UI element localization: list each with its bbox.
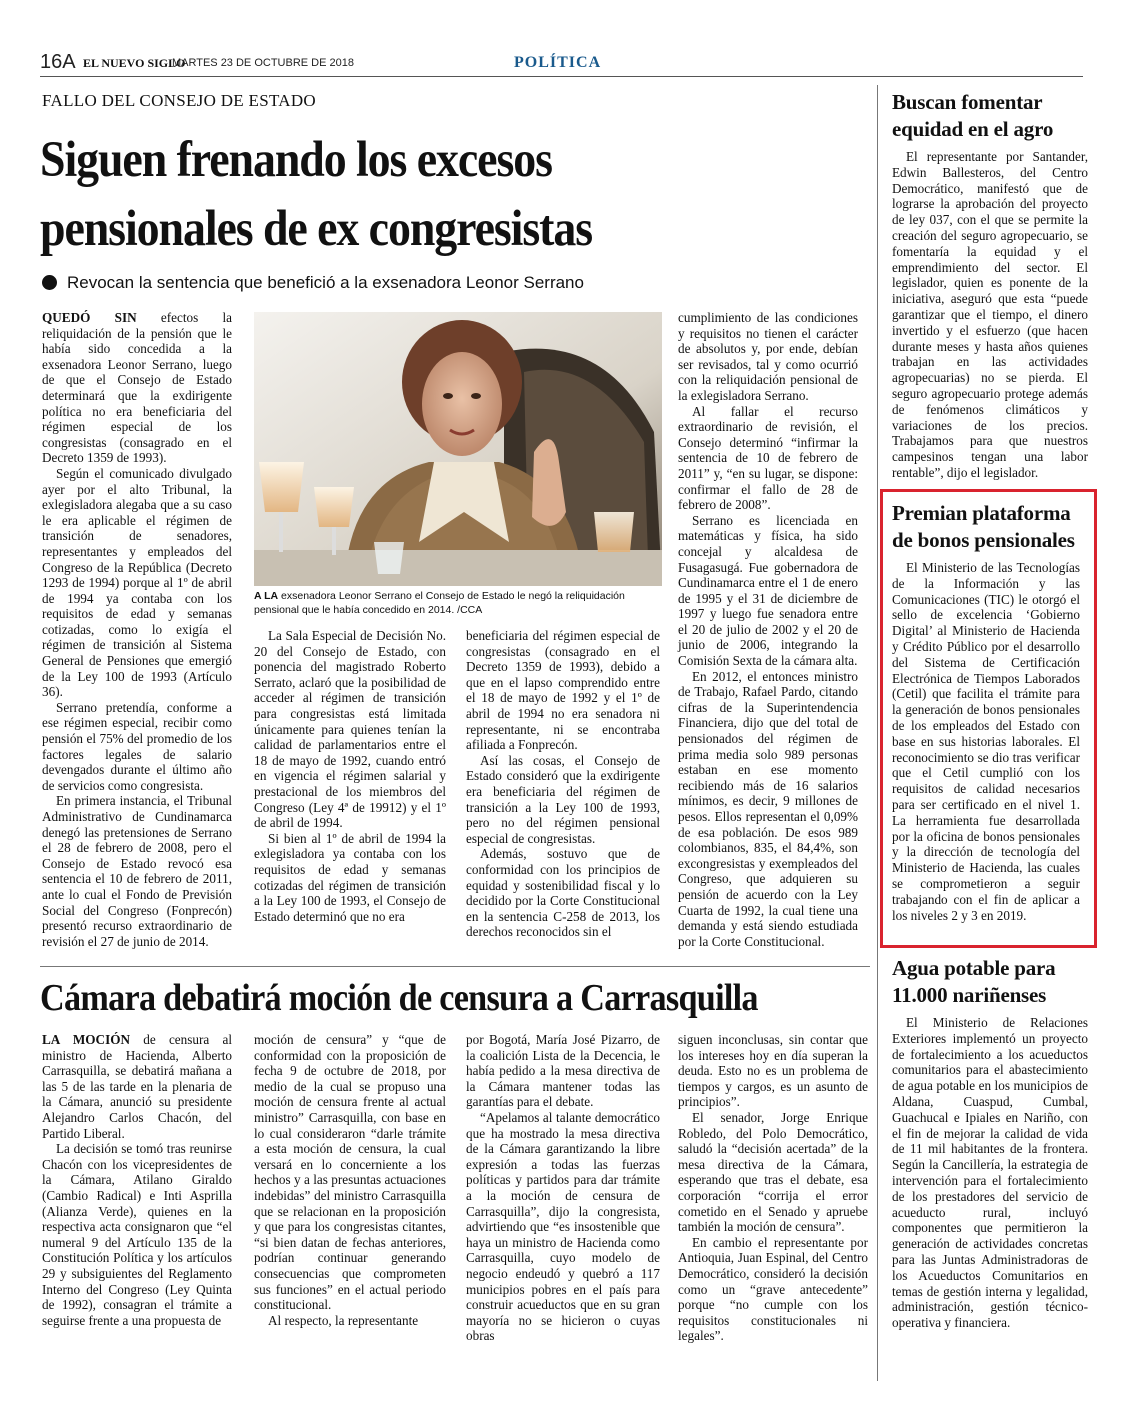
sidebar-divider (877, 85, 878, 1381)
main-kicker: FALLO DEL CONSEJO DE ESTADO (42, 91, 317, 110)
paragraph: En 2012, el entonces ministro de Trabajo, Rafael Pardo, citando cifras de la Superintendencia Financiera, dijo que del total de pensionados del régimen de prima media solo 989 personas estaban en ese momento recibiendo más de 16 salarios mínimos, es decir, 9 millones de pesos. Ellos representan el 0,09% de esa población. De esos 989 colombianos, 835, el 84,4%, son excongresistas y exempleados del Congreso, que adquieren su pensión de acuerdo con la Ley Cuarta de 1992, la cual tiene una demanda y está siendo estudiada por la Corte Constitucional. (678, 668, 858, 949)
second-col-1 (42, 1032, 232, 1328)
header-rule (40, 76, 1083, 77)
main-col-1 (42, 310, 232, 949)
second-col-3 (466, 1032, 660, 1344)
main-col-2 (254, 628, 446, 924)
main-headline (40, 126, 787, 264)
paragraph: Al fallar el recurso extraordinario de revisión, el Consejo determinó “infirmar la sentencia de 10 de febrero de 2011” y, “en su lugar, se dispone: confirmar el fallo de 28 de febrero de 2008”. (678, 403, 858, 513)
paragraph: Además, sostuvo que de conformidad con los principios de equidad y sostenibilidad fiscal y lo decidido por la Corte Constitucional en la sentencia C-258 de 2013, los derechos reconocidos sin el (466, 846, 660, 940)
subheadline-text: Revocan la sentencia que benefició a la exsenadora Leonor Serrano (67, 273, 584, 292)
main-col-4 (678, 310, 858, 949)
article-divider (40, 966, 870, 967)
main-headline-line2: pensionales de ex congresistas (40, 201, 593, 257)
paragraph: Si bien al 1º de abril de 1994 la exlegisladora ya contaba con los requisitos de edad y semanas cotizadas del régimen de transición a la Ley 100 de 1993, el Consejo de Estado determinó que no era (254, 830, 446, 924)
main-subheadline (42, 272, 872, 296)
page-header (40, 50, 1083, 76)
paragraph: Serrano es licenciada en matemáticas y física, ha sido concejal y alcaldesa de Fusagasugá. Fue gobernadora de Cundinamarca entre el 1 de enero de 1995 y el 31 de diciembre de 1997 y luego fue senadora entre el 20 de julio de 2002 y el 20 de junio de 2006, integrando la Comisión Sexta de la cámara alta. (678, 512, 858, 669)
photo-caption: A LA exsenadora Leonor Serrano el Consejo de Estado le negó la reliquidación pensional que le había concedido en 2014. /CCA (254, 590, 625, 616)
paragraph: “Apelamos al talante democrático que ha mostrado la mesa directiva de la Cámara garantizando la libre expresión a todas las fuerzas políticas y partidos para dar trámite a la moción de censura de Carrasquilla”, dijo la congresista, advirtiendo que “es insostenible que haya un ministro de Hacienda como Carrasquilla, cuyo modelo de negocio endeudó y quebró a 117 municipios pobres en el país para construir acueductos que en su gran mayoría no se hicieron o cuyas obras (466, 1109, 660, 1344)
paragraph: La Sala Especial de Decisión No. 20 del Consejo de Estado, con ponencia del magistrado Roberto Serrato, aclaró que la posibilidad de acceder al régimen de transición para congresistas está limitada únicamente para quienes tenían la calidad de parlamentarios entre el 18 de mayo de 1992, cuando entró en vigencia el régimen salarial y prestacional de los miembros del Congreso (Ley 4ª de 19912) y el 1º de abril de 1994. (254, 628, 446, 831)
main-headline-line1: Siguen frenando los excesos (40, 132, 552, 188)
paragraph: Serrano pretendía, conforme a ese régimen especial, recibir como pensión el 75% del promedio de los factores legales de salario devengados durante el último año de servicios como congresista. (42, 699, 232, 793)
paragraph: siguen inconclusas, sin contar que los intereses hoy en día superan la deuda. Esto no es un problema de tiempos y cargos, es un asunto de principios”. (678, 1032, 868, 1110)
sidebar-text-bonos: El Ministerio de las Tecnologías de la Información y las Comunicaciones (TIC) le otorgó el sello de excelencia ‘Gobierno Digital’ al Ministerio de Hacienda y Crédito Público por el desarrollo del Sistema de Certificación Electrónica de Tiempos Laborados (Cetil) que facilita el trámite para la generación de bonos pensionales de los empleados del Estado con base en sus historias laborales. El reconocimiento se dio tras verificar que el Cetil cumplió con los requisitos de calidad necesarios para ser certificado en el nivel 1. La herramienta fue desarrollada por la oficina de bonos pensionales y la dirección de tecnología del Ministerio de Hacienda, las cuales se comprometieron a seguir trabajando con el fin de aplicar a los niveles 2 y 3 en 2019. (892, 560, 1080, 923)
paragraph: beneficiaria del régimen especial de congresistas (consagrado en el Decreto 1359 de 1993), debido a que en el lapso comprendido entre el 18 de mayo de 1992 y el 1º de abril de 1994 no era senadora ni representante, ni se encontraba afiliada a Fonprecón. (466, 628, 660, 753)
sidebar-box-bonos (880, 489, 1097, 948)
paragraph: por Bogotá, María José Pizarro, de la coalición Lista de la Decencia, le había pedido a la mesa directiva de la Cámara mantener todas las garantías para el debate. (466, 1032, 660, 1110)
second-headline: Cámara debatirá moción de censura a Carrasquilla (40, 977, 758, 1019)
paragraph: LA MOCIÓN de censura al ministro de Hacienda, Alberto Carrasquilla, se debatirá mañana a las 5 de las tarde en la plenaria de la Cámara, anunció su presidente Alejandro Carlos Chacón, del Partido Liberal. (42, 1032, 232, 1141)
photo-image (254, 312, 662, 586)
paragraph: El senador, Jorge Enrique Robledo, del Polo Democrático, saludó la “decisión acertada” de la mesa directiva de la Cámara, esperando que tras el debate, esa corporación “corrija el error cometido en el Senado y apruebe también la moción de censura”. (678, 1109, 868, 1235)
paragraph: En primera instancia, el Tribunal Administrativo de Cundinamarca denegó las pretensiones de Serrano el 28 de febrero de 2008, pero el Consejo de Estado revocó esa sentencia el 10 de febrero de 2011, ante lo cual el Fondo de Previsión Social del Congreso (Fonprecón) presentó recurso extraordinario de revisión el 27 de junio de 2014. (42, 793, 232, 949)
second-col-4 (678, 1032, 868, 1344)
paragraph: Así las cosas, el Consejo de Estado consideró que la exdirigente era beneficiaria del régimen de transición a la Ley 100 de 1993, pero no del régimen pensional especial de congresistas. (466, 752, 660, 846)
sidebar-text-agro: El representante por Santander, Edwin Ballesteros, del Centro Democrático, manifestó que de lograrse la aprobación del proyecto de ley 037, con el que se permite la creación del seguro agropecuario, se fomentaría la equidad y el emprendimiento del sector. El legislador, quien es ponente de la iniciativa, aseguró que esta “puede garantizar que el tiempo, el dinero invertido y el esfuerzo (que hacen durante meses y hasta años quienes trabajan en las actividades agropecuarias) no se pierda. El seguro agropecuario protege además de fenómenos climáticos y variaciones de los precios. Trabajamos para que nuestros campesinos tengan una labor rentable”, dijo el legislador. (892, 149, 1088, 480)
second-col-2 (254, 1032, 446, 1328)
sidebar-title-agro: Buscan fomentar equidad en el agro (892, 90, 1054, 141)
paragraph: Según el comunicado divulgado ayer por el alto Tribunal, la exlegisladora alegaba que a su caso le era aplicable el régimen de transición de senadores, representantes y empleados del Congreso de la República (Decreto 1293 de 1994) porque al 1º de abril de 1994 ya contaba con los requisitos de edad y semanas cotizadas, como lo exigía el régimen de transición al Sistema General de Pensiones que emergió de la Ley 100 de 1993 (Artículo 36). (42, 465, 232, 700)
sidebar-title-bonos: Premian plataforma de bonos pensionales (892, 501, 1075, 552)
page-number: 16A (40, 51, 76, 73)
newspaper-name: EL NUEVO SIGLO (83, 56, 186, 70)
sidebar-box-agro (892, 89, 1088, 481)
photo-leonor-serrano (254, 312, 662, 586)
paragraph: En cambio el representante por Antioquia, Juan Espinal, del Centro Democrático, consideró la decisión como un “grave antecedente” porque “no cumple con los requisitos constitucionales ni legales”. (678, 1234, 868, 1344)
sidebar-text-agua: El Ministerio de Relaciones Exteriores implementó un proyecto de fortalecimiento a los acueductos comunitarios para el abastecimiento de agua potable en los municipios de Aldana, Cuaspud, Cumbal, Guachucal e Ipiales en Nariño, con el fin de mejorar la calidad de vida de 11 mil habitantes de la frontera. Según la Cancillería, la estrategia de intervención para el fortalecimiento de los prestadores del servicio de acueducto rural, incluyó componentes que permitieron la generación de actividades concretas para las Juntas Administradoras de los Acueductos Comunitarios en temas de gestión interna y legalidad, administración, gestión técnico-operativa y financiera. (892, 1015, 1088, 1331)
sidebar-box-agua (892, 955, 1088, 1331)
issue-date: MARTES 23 DE OCTUBRE DE 2018 (172, 57, 354, 69)
section-name: POLÍTICA (514, 54, 602, 71)
paragraph: QUEDÓ SIN efectos la reliquidación de la pensión que le había sido concedida a la exsenadora Leonor Serrano, luego de que el Consejo de Estado determinará que la exdirigente política no era beneficiaria del régimen especial de los congresistas (consagrado en el Decreto 1359 de 1993). (42, 310, 232, 466)
paragraph: Al respecto, la representante (268, 1312, 419, 1328)
bullet-icon (42, 275, 57, 290)
paragraph: La decisión se tomó tras reunirse Chacón con los vicepresidentes de la Cámara, Atilano Giraldo (Cambio Radical) e Inti Asprilla (Alianza Verde), quienes en la respectiva acta consignaron que “el numeral 9 del Artículo 135 de la Constitución Política y los artículos 29 y subsiguientes del Reglamento Interno del Congreso (Ley Quinta de 1992), consagran el trámite a seguirse frente a una propuesta de (42, 1141, 232, 1328)
main-col-3 (466, 628, 660, 940)
paragraph: cumplimiento de las condiciones y requisitos no tienen el carácter de absolutos y, por ende, debían ser revisados, tal y como ocurrió con la reliquidación pensional de la exlegisladora Serrano. (678, 310, 858, 403)
paragraph: moción de censura” y “que de conformidad con la proposición de fecha 9 de octubre de 2018, por medio de la cual se propuso una moción de censura frente al actual ministro” Carrasquilla, con base en lo cual consideraron “darle trámite a esta moción de censura, la cual versará en lo concerniente a los hechos y a las presuntas actuaciones indebidas” del ministro Carrasquilla que se relacionan en la proposición y que para los congresistas citantes, “si bien datan de fechas anteriores, podrían continuar generando consecuencias que comprometen sus funciones” en el actual periodo constitucional. (254, 1032, 446, 1313)
sidebar-title-agua: Agua potable para 11.000 nariñenses (892, 956, 1056, 1007)
